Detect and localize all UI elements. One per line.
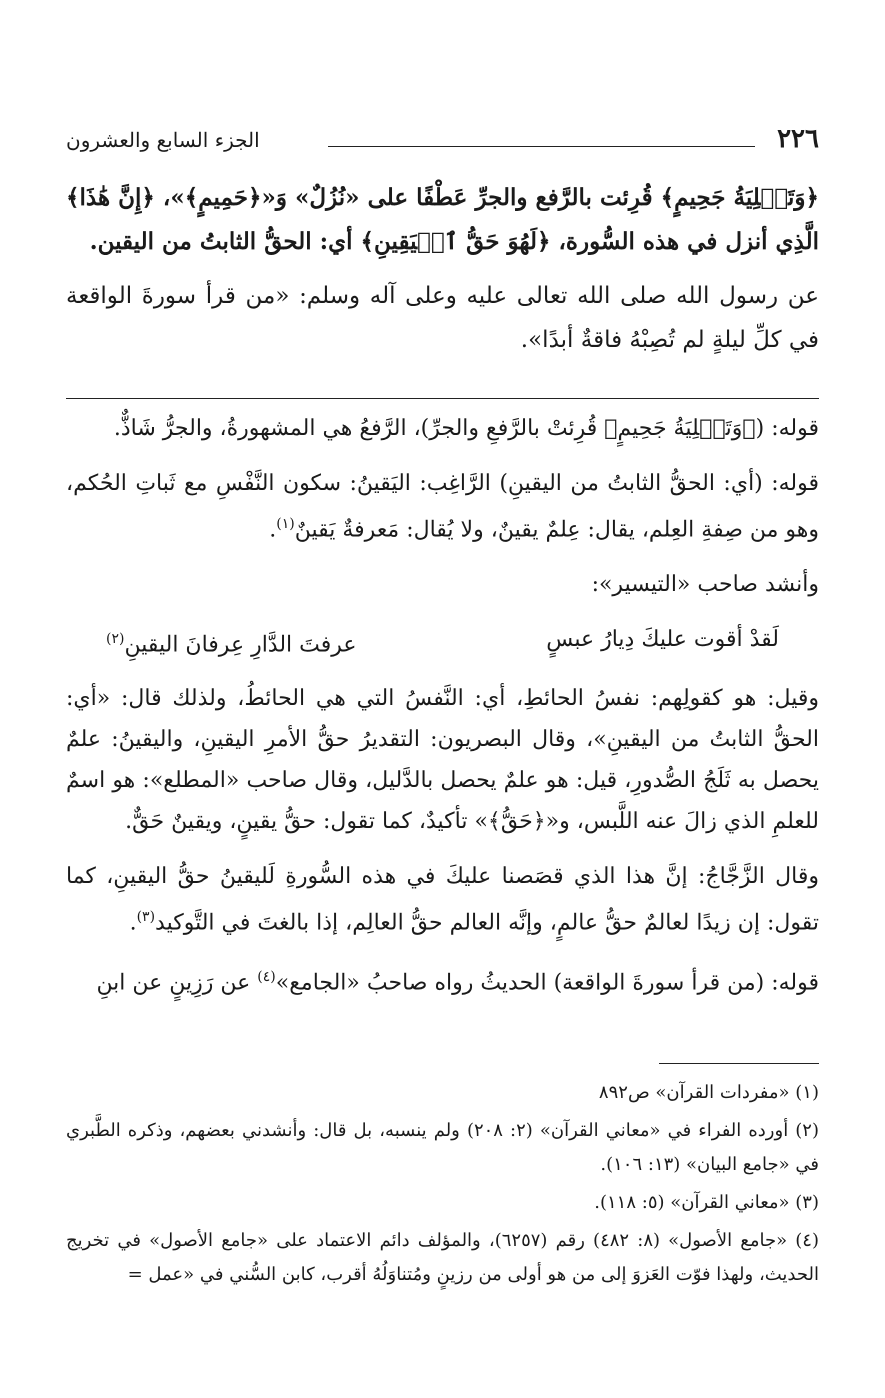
footnote: (٣) «معاني القرآن» (٥: ١١٨). xyxy=(594,1192,819,1213)
commentary-paragraph: وقال الزَّجَّاجُ: إنَّ هذا الذي قصَصنا عليكَ في هذه السُّورةِ لَليقينُ حقُّ اليقينِ، كما تقول: إن زيدًا لعالمٌ حقُّ عالمٍ، وإنَّه العالم حقُّ العالِم، إذا بالغتَ في التَّوكيد$^{(٣)}$. xyxy=(66,863,819,935)
header-rule xyxy=(328,146,755,147)
commentary-text: وقال الزَّجَّاجُ: إنَّ هذا الذي قصَصنا عليكَ في هذه السُّورةِ لَليقينُ حقُّ اليقينِ، كما تقول: إن زيدًا لعالمٌ حقُّ عالمٍ، وإنَّه العالم حقُّ العالِم، إذا بالغتَ في التَّوكيد xyxy=(66,863,819,935)
commentary-text: قوله: (من قرأ سورةَ الواقعة) الحديثُ رواه صاحبُ «الجامع» xyxy=(275,970,819,996)
commentary-paragraph: وقيل: هو كقولِهم: نفسُ الحائطِ، أي: النَّفسُ التي هي الحائطُ، ولذلك قال: «أي: الحقُّ الثابتُ من اليقينِ»، وقال البصريون: التقديرُ حقُّ الأمرِ اليقينِ، واليقينُ: علمٌ يحصل به ثَلَجُ الصُّدورِ، قيل: هو علمٌ يحصل بالدَّليل، وقال صاحب «المطلع»: هو اسمٌ للعلمِ الذي زالَ عنه اللَّبس، و«﴿حَقُّ﴾» تأكيدٌ، كما تقول: حقُّ يقينٍ، ويقينٌ حَقٌّ. xyxy=(66,685,819,834)
commentary-paragraph: قوله: (أي: الحقُّ الثابتُ من اليقينِ) الرَّاغِب: اليَقينُ: سكون النَّفْسِ مع ثَباتِ الحُكم، وهو من صِفةِ العِلم، يقال: عِلمٌ يقينٌ، ولا يُقال: مَعرفةٌ يَقينٌ$^{(١)}$. xyxy=(66,471,819,543)
footnote-ref: (٤) xyxy=(257,968,276,985)
commentary-separator xyxy=(66,398,819,399)
commentary xyxy=(66,408,819,1017)
page-header xyxy=(66,124,819,158)
verse-first-hemistich: لَقدْ أقوت عليكَ دِيارُ عبسٍ xyxy=(546,627,779,653)
commentary-paragraph: قوله: (﴿وَتَصۡلِيَةُ جَحِيمٍ﴾ قُرِئتْ بالرَّفعِ والجرِّ)، الرَّفعُ هي المشهورةُ، والجرُّ شَاذٌّ. xyxy=(113,416,819,441)
hadith-paragraph: عن رسول الله صلى الله تعالى عليه وعلى آله وسلم: «من قرأ سورةَ الواقعة في كلِّ ليلةٍ لم تُصِبْهُ فاقةٌ أبدًا». xyxy=(66,283,819,353)
page-number: ٢٢٦ xyxy=(777,124,819,154)
footnote-ref: (٣) xyxy=(136,908,156,925)
footnote: (٤) «جامع الأصول» (٨: ٤٨٢) رقم (٦٢٥٧)، والمؤلف دائم الاعتماد على «جامع الأصول» في تخريج الحديث، ولهذا فوّت العَزوَ إلى من هو أولى من رزينٍ ومُتناوَلُهُ أقرب، كابن السُّني في «عمل = xyxy=(66,1230,819,1285)
footnote: (١) «مفردات القرآن» ص٨٩٢ xyxy=(598,1082,819,1103)
footnote-separator xyxy=(659,1063,819,1064)
main-paragraph: ﴿وَتَصۡلِيَةُ جَحِيمٍ﴾ قُرِئت بالرَّفع والجرِّ عَطْفًا على «نُزُلٌ» وَ«﴿حَمِيمٍ﴾»، ﴿إِنَّ هَٰذَا﴾ الَّذِي أنزل في هذه السُّورة، ﴿لَهُوَ حَقُّ ٱلۡيَقِينِ﴾ أي: الحقُّ الثابتُ من اليقين. xyxy=(66,184,819,255)
commentary-paragraph: وأنشد صاحب «التيسير»: xyxy=(591,572,819,598)
poetry-verse xyxy=(106,619,779,665)
commentary-paragraph xyxy=(66,957,819,1003)
footnotes xyxy=(66,1076,819,1296)
footnote-ref: (١) xyxy=(276,516,295,532)
footnote-ref: (٢) xyxy=(106,631,125,648)
commentary-text: قوله: (أي: الحقُّ الثابتُ من اليقينِ) الرَّاغِب: اليَقينُ: سكون النَّفْسِ مع ثَباتِ الحُكم، وهو من صِفةِ العِلم، يقال: عِلمٌ يقينٌ، ولا يُقال: مَعرفةٌ يَقينٌ xyxy=(66,471,819,543)
footnote: (٢) أورده الفراء في «معاني القرآن» (٢: ٢٠٨) ولم ينسبه، بل قال: وأنشدني بعضهم، وذكره الطَّبري في «جامع البيان» (١٣: ١٠٦). xyxy=(66,1120,819,1175)
main-text xyxy=(66,176,819,372)
commentary-text: عن رَزِينٍ عن ابنِ xyxy=(96,970,258,996)
verse-text: عرفتَ الدَّارِ عِرفانَ اليقينِ xyxy=(124,632,357,658)
running-title: الجزء السابع والعشرون xyxy=(66,128,260,152)
verse-second-hemistich xyxy=(106,619,357,665)
